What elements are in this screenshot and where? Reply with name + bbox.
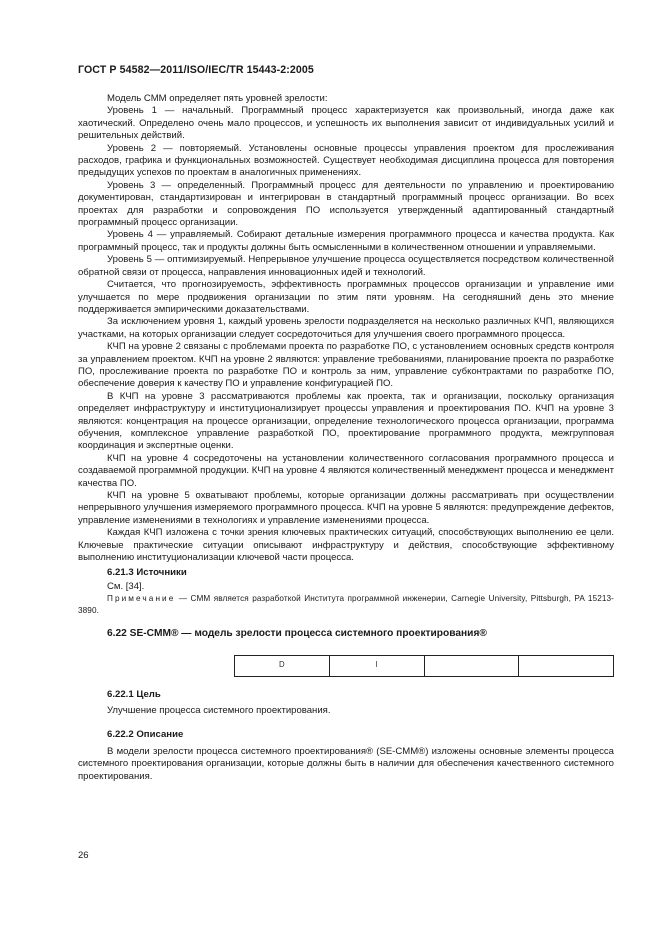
paragraph: Уровень 1 — начальный. Программный процесс характеризуется как произвольный, иногда даже как хаотический. Определено очень мало процессов, и успешность их выполнения зависит от индивидуальных усилий и решительных действий. (78, 105, 614, 142)
document-body (78, 93, 614, 783)
paragraph: Уровень 2 — повторяемый. Установлены основные процессы управления проектом для прослеживания расходов, графика и функциональных возможностей. Существует необходимая дисциплина процесса для повторения предыдущих успехов по проектам в аналогичных применениях. (78, 142, 614, 179)
paragraph: КЧП на уровне 5 охватывают проблемы, которые организации должны рассматривать при осуществлении непрерывного улучшения измеряемого программного процесса. КЧП на уровне 5 являются: предупреждение дефектов, управление изменениями в технологиях и управление изменениями процесса. (78, 490, 614, 526)
paragraph: Модель СММ определяет пять уровней зрелости: (107, 93, 328, 104)
table-cell: D (235, 655, 330, 676)
note-label: Примечание (107, 594, 176, 604)
section-heading-6-22-2: 6.22.2 Описание (107, 729, 184, 741)
description-text: В модели зрелости процесса системного проектирования® (SE-CMM®) изложены основные элементы процесса системного проектирования организации, которые должны быть в наличии для обеспечения качественного системного проектирования. (78, 745, 614, 782)
paragraph: КЧП на уровне 2 связаны с проблемами проекта по разработке ПО, с установлением основных средств контроля за управлением проектом. КЧП на уровне 2 являются: управление требованиями, планирование проекта по разработке ПО, прослеживание проекта по разработке ПО и контроль за ним, управление субконтрактами по разработке ПО, обеспечение доверия к качеству ПО и управление конфигурацией ПО. (78, 341, 614, 390)
section-heading-6-21-3: 6.21.3 Источники (107, 567, 187, 579)
paragraph: В КЧП на уровне 3 рассматриваются проблемы как проекта, так и организации, поскольку организация определяет инфраструктуру и институционализирует процессы управления и проектирования ПО. КЧП на уровне 3 являются: концентрация на процессе организации, определение технологического процесса организации, программа обучения, комплексное управление разработкой ПО, проектирование программного продукта, межгрупповая координация и экспертные оценки. (78, 390, 614, 452)
page-header: ГОСТ Р 54582—2011/ISO/IEC/TR 15443-2:2005 (78, 64, 314, 76)
page-number: 26 (78, 850, 89, 861)
paragraph: Уровень 4 — управляемый. Собирают детальные измерения программного процесса и качества продукта. Как программный процесс, так и продукты должны быть осмысленными в количественном отношении и управляемыми. (78, 229, 614, 253)
sources-text: См. [34]. (107, 580, 145, 592)
paragraph: За исключением уровня 1, каждый уровень зрелости подразделяется на несколько различных КЧП, являющихся участками, на которых организации следует сосредоточиться для улучшения своего программного процесса. (78, 316, 614, 340)
note-text: — СММ является разработкой Института программной инженерии, Carnegie University, Pittsburgh, PA 15213-3890. (78, 594, 615, 615)
paragraph: Уровень 5 — оптимизируемый. Непрерывное улучшение процесса осуществляется посредством количественной обратной связи от процесса, направления инновационных идей и технологий. (78, 254, 614, 278)
paragraph: Уровень 3 — определенный. Программный процесс для деятельности по управлению и проектированию документирован, стандартизирован и интегрирован в стандартный программный процесс организации. Во всех проектах для разработки и сопровождения ПО используется утвержденный адаптированный стандартный программный процесс организации. (78, 179, 614, 229)
classification-table (234, 655, 614, 677)
table-cell: I (329, 655, 424, 676)
purpose-text: Улучшение процесса системного проектирования. (107, 705, 331, 717)
table-cell (519, 655, 614, 676)
paragraph: КЧП на уровне 4 сосредоточены на установлении количественного согласования программного процесса и создаваемой программной продукции. КЧП на уровне 4 являются количественный менеджмент процесса и менеджмент качества ПО. (78, 452, 614, 489)
section-heading-6-22: 6.22 SE-CMM® — модель зрелости процесса системного проектирования® (107, 628, 487, 640)
paragraph: Считается, что прогнозируемость, эффективность программных процессов организации и управление ими улучшается по мере продвижения организации по этим пяти уровням. На сегодняшний день это мнение поддерживается эмпирическими доказательствами. (78, 279, 614, 315)
table-cell (424, 655, 519, 676)
section-heading-6-22-1: 6.22.1 Цель (107, 688, 161, 700)
note (78, 593, 614, 616)
paragraph: Каждая КЧП изложена с точки зрения ключевых практических ситуаций, способствующих выполнению ее цели. Ключевые практические ситуации описывают инфраструктуру и действия, способствующие эффективному выполнению институционализации ключевой части процесса. (78, 527, 614, 564)
